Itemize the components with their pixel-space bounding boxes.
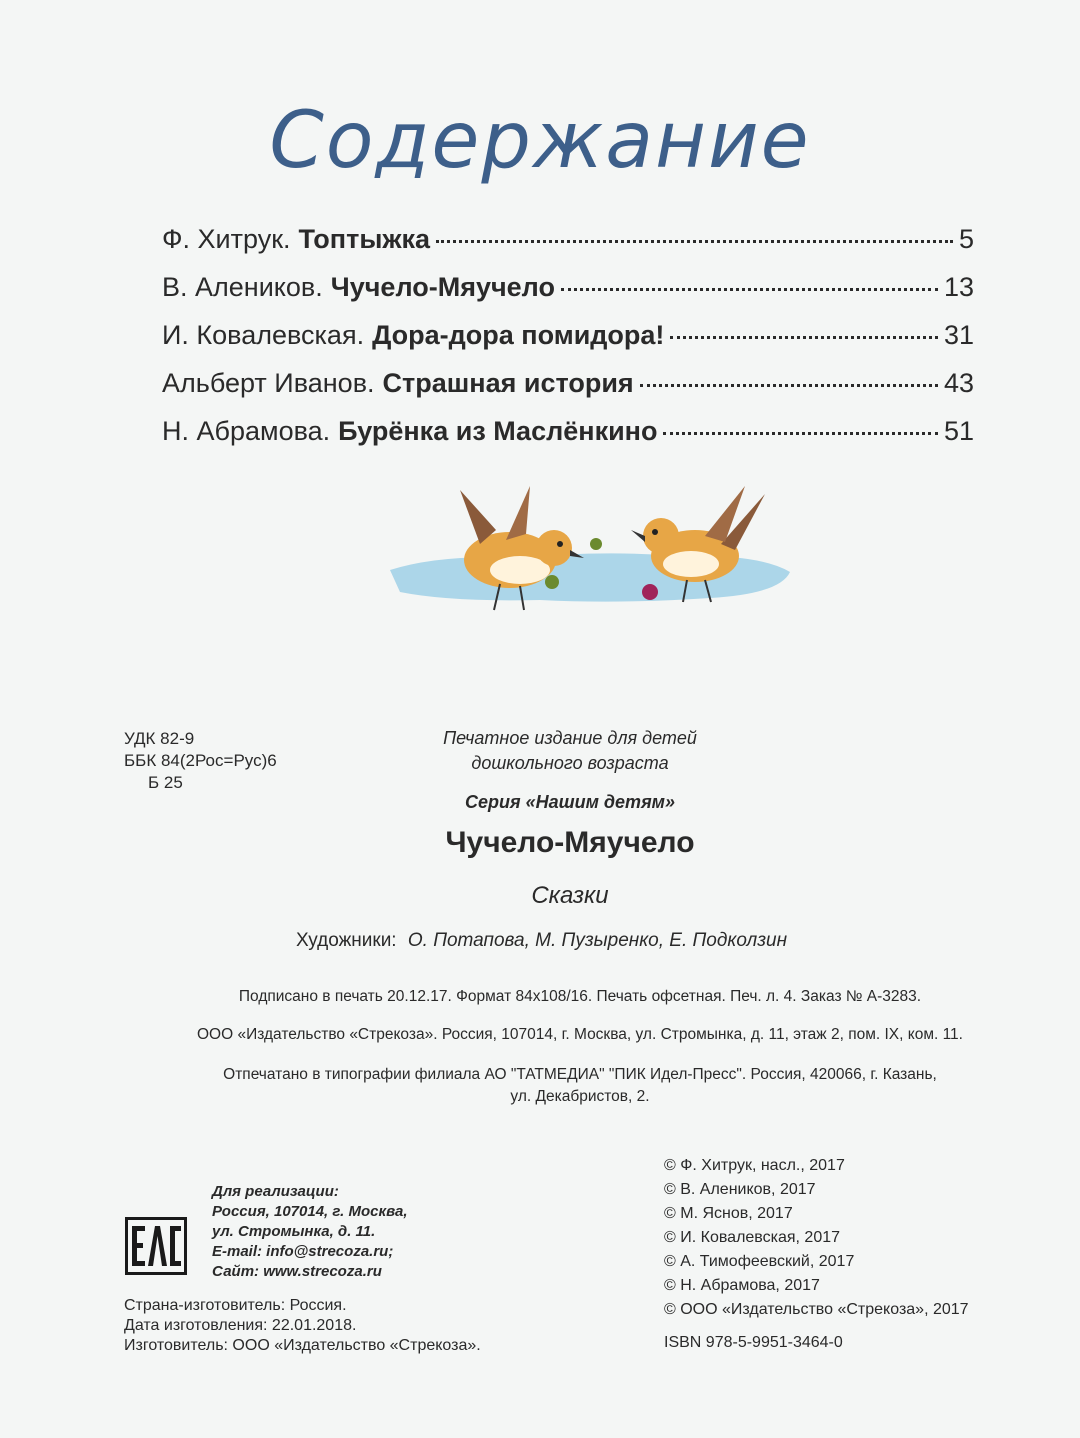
copyright-list	[664, 1154, 969, 1322]
copyright-item: © В. Алеников, 2017	[664, 1181, 816, 1198]
printer-line: ул. Декабристов, 2.	[510, 1088, 650, 1105]
maker-line: Дата изготовления: 22.01.2018.	[124, 1317, 357, 1334]
toc-entry[interactable]	[162, 224, 974, 272]
eac-mark-icon	[124, 1216, 188, 1276]
toc-story-title: Чучело-Мяучело	[330, 272, 555, 302]
toc-leader-dots	[561, 288, 938, 291]
book-title: Чучело-Мяучело	[445, 826, 695, 859]
table-of-contents	[162, 224, 974, 464]
manufacturer-info	[124, 1296, 481, 1356]
copyright-item: © А. Тимофеевский, 2017	[664, 1253, 855, 1270]
toc-leader-dots	[670, 336, 938, 339]
bbk-code: ББК 84(2Рос=Рус)6	[124, 751, 277, 770]
maker-line: Страна-изготовитель: Россия.	[124, 1297, 347, 1314]
toc-story-title: Топтыжка	[298, 224, 431, 254]
toc-author: Ф. Хитрук.	[162, 224, 291, 254]
copyright-item: © ООО «Издательство «Стрекоза», 2017	[664, 1301, 969, 1318]
artists-label: Художники:	[296, 930, 397, 951]
udk-code: УДК 82-9	[124, 729, 195, 748]
toc-page-number: 5	[958, 224, 974, 254]
toc-page-number: 51	[943, 416, 974, 446]
series-name: Серия «Нашим детям»	[464, 792, 675, 812]
edition-line: дошкольного возраста	[471, 753, 669, 773]
toc-entry[interactable]	[162, 320, 974, 368]
toc-author: И. Ковалевская.	[162, 320, 365, 350]
toc-entry[interactable]	[162, 416, 974, 464]
toc-leader-dots	[663, 432, 937, 435]
genre: Сказки	[531, 882, 609, 909]
toc-leader-dots	[436, 240, 953, 243]
copyright-item: © Ф. Хитрук, насл., 2017	[664, 1157, 845, 1174]
sales-email[interactable]: E-mail: info@strecoza.ru;	[212, 1243, 394, 1260]
maker-line: Изготовитель: ООО «Издательство «Стрекоза».	[124, 1337, 481, 1354]
artists-line	[296, 930, 787, 952]
toc-page-number: 13	[943, 272, 974, 302]
author-sign: Б 25	[148, 773, 183, 792]
edition-note	[0, 726, 1080, 776]
green-seed	[590, 538, 602, 550]
toc-author: Н. Абрамова.	[162, 416, 331, 446]
birds-illustration	[380, 470, 800, 620]
copyright-item: © И. Ковалевская, 2017	[664, 1229, 841, 1246]
toc-entry[interactable]	[162, 272, 974, 320]
print-info: Подписано в печать 20.12.17. Формат 84х108/16. Печать офсетная. Печ. л. 4. Заказ № А-3283.	[238, 988, 922, 1005]
green-seed	[545, 575, 559, 589]
sales-info	[212, 1182, 408, 1282]
printer-info	[0, 1064, 1080, 1108]
toc-entry[interactable]	[162, 368, 974, 416]
contents-title: Содержание	[269, 96, 811, 186]
sales-line: Россия, 107014, г. Москва,	[212, 1203, 408, 1220]
toc-page-number: 31	[943, 320, 974, 350]
toc-story-title: Страшная история	[382, 368, 634, 398]
sales-line: ул. Стромынка, д. 11.	[212, 1223, 376, 1240]
printer-line: Отпечатано в типографии филиала АО "ТАТМЕДИА" "ПИК Идел-Пресс". Россия, 420066, г. Казань,	[223, 1066, 937, 1083]
artists-names: О. Потапова, М. Пузыренко, Е. Подколзин	[407, 930, 788, 951]
toc-story-title: Бурёнка из Маслёнкино	[338, 416, 658, 446]
toc-page-number: 43	[943, 368, 974, 398]
sales-line: Для реализации:	[212, 1183, 339, 1200]
copyright-item: © М. Яснов, 2017	[664, 1205, 793, 1222]
copyright-item: © Н. Абрамова, 2017	[664, 1277, 820, 1294]
isbn: ISBN 978-5-9951-3464-0	[664, 1334, 843, 1351]
toc-author: В. Алеников.	[162, 272, 323, 302]
toc-story-title: Дора-дора помидора!	[372, 320, 665, 350]
publisher-info: ООО «Издательство «Стрекоза». Россия, 107014, г. Москва, ул. Стромынка, д. 11, этаж 2, пом. IX, ком. 11.	[197, 1026, 963, 1043]
berry	[642, 584, 658, 600]
edition-line: Печатное издание для детей	[443, 728, 697, 748]
toc-author: Альберт Иванов.	[162, 368, 375, 398]
sales-website[interactable]: Сайт: www.strecoza.ru	[212, 1263, 382, 1280]
toc-leader-dots	[640, 384, 938, 387]
